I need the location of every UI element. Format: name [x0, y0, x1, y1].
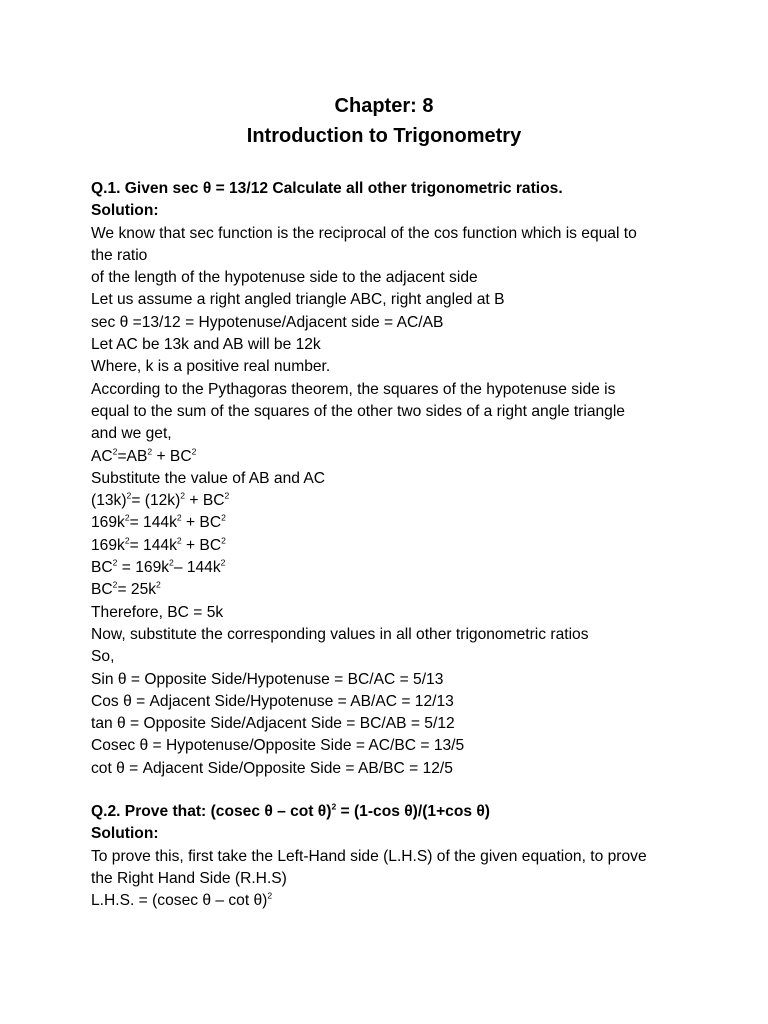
question-2	[91, 801, 691, 912]
question-2-solution-label: Solution:	[91, 825, 159, 843]
equation-line: $(13k)^2= (12k)^2 + BC^2$	[91, 490, 230, 510]
equation-line: $169k^2= 144k^2 + BC^2$	[91, 513, 226, 532]
question-2-text: Q.2. Prove that: (cosec θ – cot θ)$^2$ = (1-cos θ)/(1+cos θ)	[91, 801, 491, 820]
ratio-line: cot θ = Adjacent Side/Opposite Side = AB/BC = 12/5	[91, 759, 453, 777]
equation-line: $AC^2=AB^2 + BC^2$	[91, 446, 197, 465]
ratio-line: Cosec θ = Hypotenuse/Opposite Side = AC/BC = 13/5	[91, 737, 465, 755]
solution-line: Therefore, BC = 5k	[91, 603, 224, 621]
ratio-line: Cos θ = Adjacent Side/Hypotenuse = AB/AC = 12/13	[91, 692, 454, 710]
equation-line: $BC^2 = 169k^2-$ $144k^2$	[91, 557, 226, 577]
equation-line: $169k^2= 144k^2 + BC^2$	[91, 535, 226, 554]
solution-line: Let AC be 13k and AB will be 12k	[91, 336, 321, 354]
chapter-title: Introduction to Trigonometry	[246, 125, 522, 147]
question-1-solution-label: Solution:	[91, 202, 159, 220]
ratio-line: tan θ = Opposite Side/Adjacent Side = BC/AB = 5/12	[91, 715, 455, 733]
solution-line: According to the Pythagoras theorem, the squares of the hypotenuse side is	[91, 380, 616, 398]
solution-line: Substitute the value of AB and AC	[91, 469, 326, 487]
question-1	[91, 178, 691, 780]
solution-line: and we get,	[91, 425, 172, 443]
ratio-line: Sin θ = Opposite Side/Hypotenuse = BC/AC = 5/13	[91, 670, 444, 688]
solution-line: the ratio	[91, 246, 148, 264]
solution-line: So,	[91, 648, 115, 666]
solution-line: equal to the sum of the squares of the other two sides of a right angle triangle	[91, 402, 625, 420]
solution-line: Let us assume a right angled triangle ABC, right angled at B	[91, 291, 505, 309]
solution-line: Now, substitute the corresponding values in all other trigonometric ratios	[91, 625, 589, 643]
equation-line: $BC^2= 25k^2$	[91, 579, 161, 599]
chapter-number: Chapter: 8	[334, 95, 434, 117]
solution-line: Where, k is a positive real number.	[91, 358, 331, 376]
equation-line: L.H.S. = (cosec θ – cot θ)$^2$	[91, 890, 273, 910]
solution-line: sec θ =13/12 = Hypotenuse/Adjacent side = AC/AB	[91, 313, 444, 331]
solution-line: We know that sec function is the reciprocal of the cos function which is equal to	[91, 224, 637, 242]
solution-line: To prove this, first take the Left-Hand side (L.H.S) of the given equation, to prove	[91, 847, 647, 865]
question-1-text: Q.1. Given sec θ = 13/12 Calculate all other trigonometric ratios.	[91, 180, 563, 197]
solution-line: of the length of the hypotenuse side to the adjacent side	[91, 269, 478, 287]
solution-line: the Right Hand Side (R.H.S)	[91, 869, 287, 887]
